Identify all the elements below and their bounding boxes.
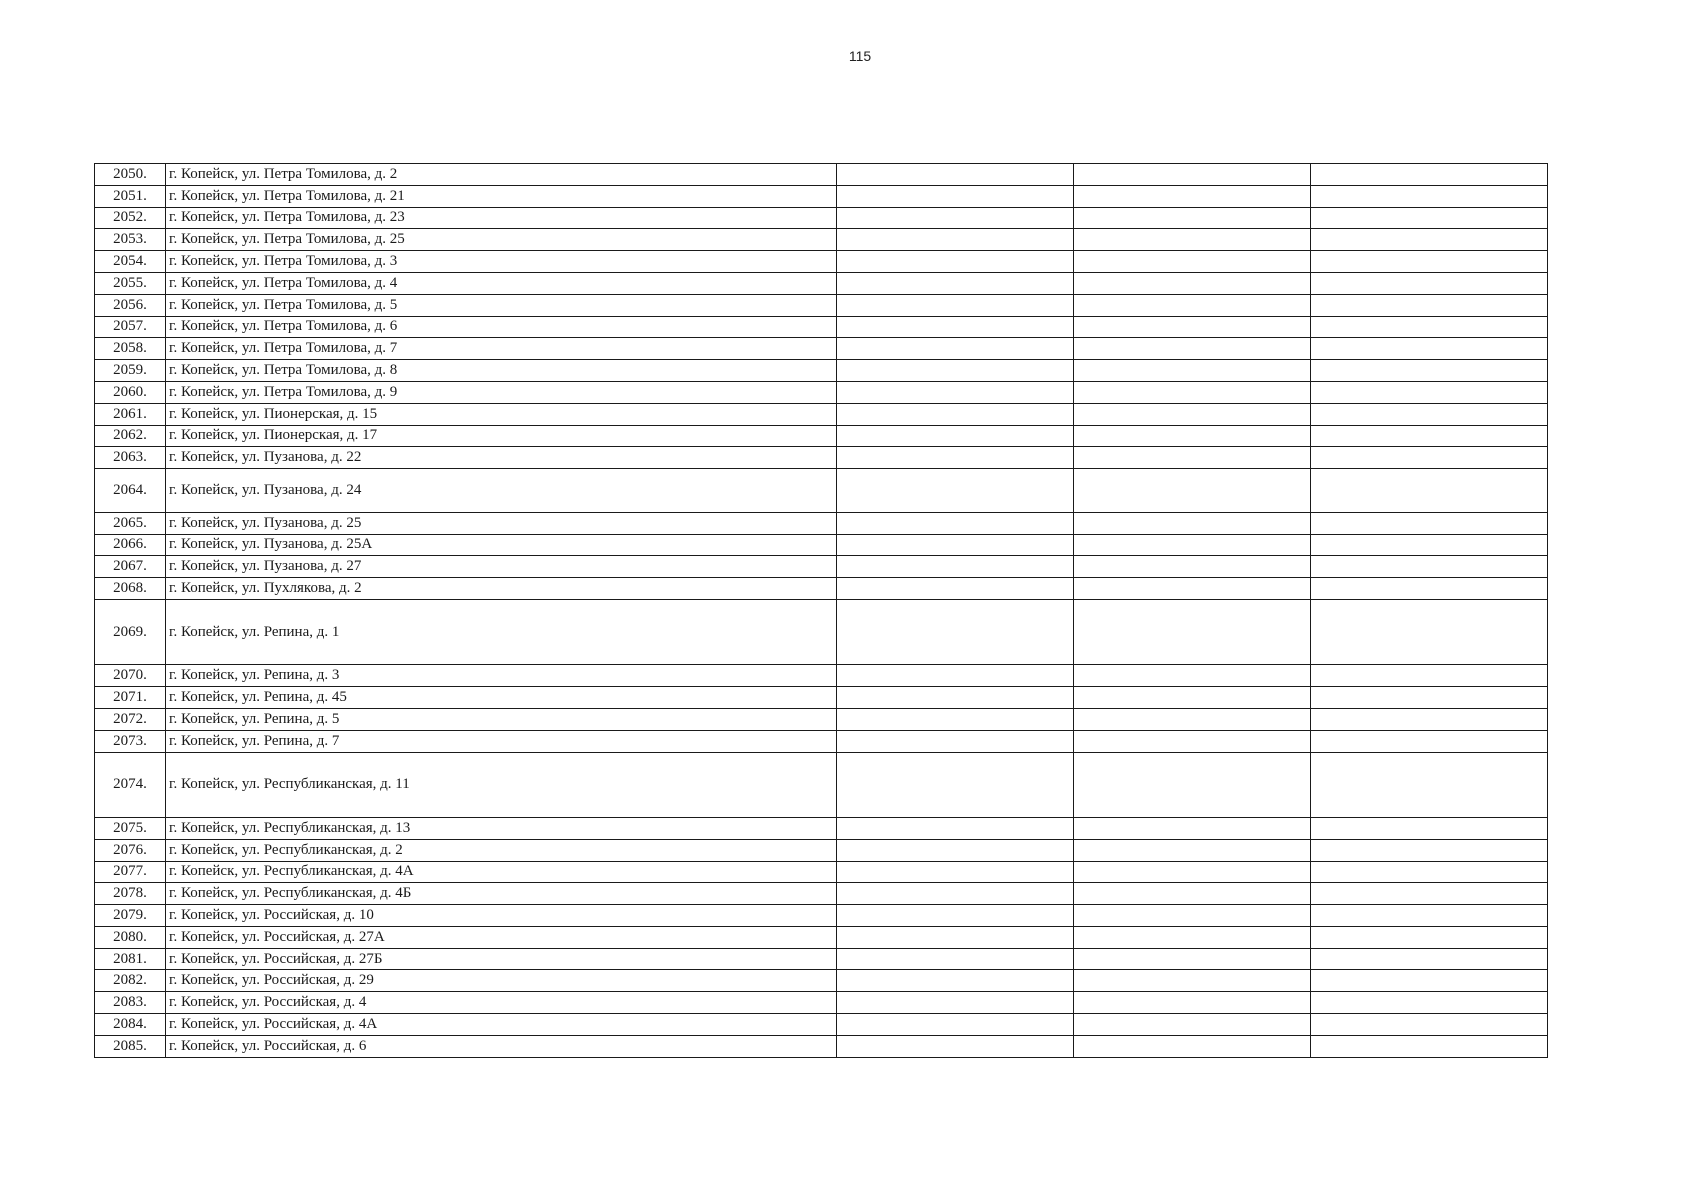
table-row [95,294,1548,316]
table-row [95,251,1548,273]
empty-cell [837,1035,1074,1057]
empty-cell [1074,403,1311,425]
row-number-cell: 2054. [95,251,166,273]
table-row [95,926,1548,948]
empty-cell [1311,272,1548,294]
table-row [95,338,1548,360]
address-cell: г. Копейск, ул. Республиканская, д. 4Б [166,883,837,905]
address-cell: г. Копейск, ул. Пузанова, д. 27 [166,556,837,578]
address-cell: г. Копейск, ул. Пухлякова, д. 2 [166,578,837,600]
empty-cell [1074,861,1311,883]
row-number-cell: 2073. [95,730,166,752]
empty-cell [1311,578,1548,600]
empty-cell [1074,251,1311,273]
empty-cell [837,360,1074,382]
table-row [95,207,1548,229]
empty-cell [1074,425,1311,447]
empty-cell [837,185,1074,207]
empty-cell [1311,164,1548,186]
empty-cell [1311,251,1548,273]
empty-cell [1311,229,1548,251]
page-number: 115 [848,48,872,64]
row-number-cell: 2066. [95,534,166,556]
empty-cell [837,687,1074,709]
empty-cell [1311,817,1548,839]
empty-cell [1074,164,1311,186]
address-cell: г. Копейск, ул. Петра Томилова, д. 25 [166,229,837,251]
empty-cell [1074,207,1311,229]
row-number-cell: 2053. [95,229,166,251]
address-cell: г. Копейск, ул. Пузанова, д. 25А [166,534,837,556]
row-number-cell: 2052. [95,207,166,229]
empty-cell [1074,599,1311,664]
table-row [95,861,1548,883]
empty-cell [1074,316,1311,338]
empty-cell [837,752,1074,817]
empty-cell [1311,447,1548,469]
empty-cell [1311,185,1548,207]
address-cell: г. Копейск, ул. Российская, д. 6 [166,1035,837,1057]
empty-cell [1074,381,1311,403]
empty-cell [837,839,1074,861]
address-cell: г. Копейск, ул. Репина, д. 3 [166,665,837,687]
table-row [95,185,1548,207]
empty-cell [837,861,1074,883]
table-row [95,272,1548,294]
empty-cell [1074,817,1311,839]
empty-cell [1074,512,1311,534]
address-cell: г. Копейск, ул. Российская, д. 29 [166,970,837,992]
address-cell: г. Копейск, ул. Пузанова, д. 24 [166,469,837,513]
table-row [95,316,1548,338]
row-number-cell: 2074. [95,752,166,817]
address-table-body [95,164,1548,1058]
empty-cell [1311,512,1548,534]
row-number-cell: 2057. [95,316,166,338]
table-row [95,469,1548,513]
address-cell: г. Копейск, ул. Российская, д. 27Б [166,948,837,970]
empty-cell [837,272,1074,294]
empty-cell [1074,578,1311,600]
empty-cell [1074,970,1311,992]
empty-cell [1311,687,1548,709]
table-row [95,752,1548,817]
row-number-cell: 2061. [95,403,166,425]
empty-cell [1074,665,1311,687]
empty-cell [837,164,1074,186]
address-cell: г. Копейск, ул. Пузанова, д. 25 [166,512,837,534]
empty-cell [837,294,1074,316]
address-cell: г. Копейск, ул. Петра Томилова, д. 3 [166,251,837,273]
empty-cell [1074,272,1311,294]
empty-cell [837,883,1074,905]
empty-cell [837,817,1074,839]
empty-cell [837,556,1074,578]
table-row [95,992,1548,1014]
empty-cell [1311,1035,1548,1057]
empty-cell [1074,338,1311,360]
empty-cell [837,338,1074,360]
empty-cell [837,1014,1074,1036]
row-number-cell: 2078. [95,883,166,905]
row-number-cell: 2085. [95,1035,166,1057]
row-number-cell: 2058. [95,338,166,360]
address-cell: г. Копейск, ул. Республиканская, д. 13 [166,817,837,839]
empty-cell [1074,294,1311,316]
row-number-cell: 2060. [95,381,166,403]
empty-cell [1311,207,1548,229]
address-cell: г. Копейск, ул. Петра Томилова, д. 7 [166,338,837,360]
empty-cell [837,381,1074,403]
row-number-cell: 2050. [95,164,166,186]
address-cell: г. Копейск, ул. Репина, д. 1 [166,599,837,664]
empty-cell [1311,992,1548,1014]
address-cell: г. Копейск, ул. Репина, д. 45 [166,687,837,709]
table-row [95,665,1548,687]
row-number-cell: 2080. [95,926,166,948]
empty-cell [837,599,1074,664]
address-cell: г. Копейск, ул. Республиканская, д. 2 [166,839,837,861]
address-cell: г. Копейск, ул. Петра Томилова, д. 9 [166,381,837,403]
empty-cell [1074,1014,1311,1036]
table-row [95,512,1548,534]
empty-cell [1311,294,1548,316]
address-cell: г. Копейск, ул. Петра Томилова, д. 2 [166,164,837,186]
empty-cell [1311,599,1548,664]
table-row [95,948,1548,970]
empty-cell [837,316,1074,338]
empty-cell [1074,948,1311,970]
empty-cell [1311,1014,1548,1036]
empty-cell [1311,883,1548,905]
empty-cell [837,207,1074,229]
empty-cell [837,578,1074,600]
row-number-cell: 2055. [95,272,166,294]
empty-cell [1311,534,1548,556]
table-row [95,403,1548,425]
table-row [95,360,1548,382]
empty-cell [1074,752,1311,817]
table-row [95,164,1548,186]
address-cell: г. Копейск, ул. Республиканская, д. 4А [166,861,837,883]
row-number-cell: 2072. [95,708,166,730]
empty-cell [837,926,1074,948]
empty-cell [1074,905,1311,927]
empty-cell [1311,861,1548,883]
empty-cell [1074,708,1311,730]
table-row [95,447,1548,469]
empty-cell [837,534,1074,556]
address-cell: г. Копейск, ул. Пионерская, д. 17 [166,425,837,447]
empty-cell [837,425,1074,447]
table-row [95,708,1548,730]
address-cell: г. Копейск, ул. Петра Томилова, д. 21 [166,185,837,207]
empty-cell [837,992,1074,1014]
row-number-cell: 2069. [95,599,166,664]
empty-cell [1074,447,1311,469]
address-cell: г. Копейск, ул. Петра Томилова, д. 8 [166,360,837,382]
table-row [95,883,1548,905]
table-row [95,229,1548,251]
row-number-cell: 2082. [95,970,166,992]
empty-cell [837,905,1074,927]
address-cell: г. Копейск, ул. Репина, д. 7 [166,730,837,752]
empty-cell [1311,730,1548,752]
table-row [95,1035,1548,1057]
table-row [95,687,1548,709]
table-row [95,534,1548,556]
row-number-cell: 2056. [95,294,166,316]
empty-cell [1311,948,1548,970]
empty-cell [1311,556,1548,578]
table-row [95,599,1548,664]
row-number-cell: 2062. [95,425,166,447]
table-row [95,556,1548,578]
empty-cell [1311,665,1548,687]
table-row [95,1014,1548,1036]
empty-cell [1311,926,1548,948]
empty-cell [1311,338,1548,360]
empty-cell [1074,992,1311,1014]
empty-cell [1074,839,1311,861]
row-number-cell: 2079. [95,905,166,927]
address-cell: г. Копейск, ул. Петра Томилова, д. 4 [166,272,837,294]
row-number-cell: 2059. [95,360,166,382]
empty-cell [1311,905,1548,927]
empty-cell [1074,185,1311,207]
row-number-cell: 2084. [95,1014,166,1036]
row-number-cell: 2067. [95,556,166,578]
address-cell: г. Копейск, ул. Российская, д. 4 [166,992,837,1014]
empty-cell [837,512,1074,534]
table-row [95,381,1548,403]
empty-cell [1074,883,1311,905]
row-number-cell: 2070. [95,665,166,687]
address-cell: г. Копейск, ул. Пузанова, д. 22 [166,447,837,469]
empty-cell [1311,403,1548,425]
empty-cell [1074,556,1311,578]
row-number-cell: 2083. [95,992,166,1014]
empty-cell [837,403,1074,425]
empty-cell [1311,381,1548,403]
row-number-cell: 2076. [95,839,166,861]
empty-cell [1311,316,1548,338]
empty-cell [1074,229,1311,251]
row-number-cell: 2068. [95,578,166,600]
empty-cell [1074,1035,1311,1057]
address-cell: г. Копейск, ул. Пионерская, д. 15 [166,403,837,425]
empty-cell [1311,425,1548,447]
address-cell: г. Копейск, ул. Петра Томилова, д. 23 [166,207,837,229]
row-number-cell: 2051. [95,185,166,207]
empty-cell [1311,708,1548,730]
address-cell: г. Копейск, ул. Российская, д. 27А [166,926,837,948]
row-number-cell: 2081. [95,948,166,970]
empty-cell [1074,469,1311,513]
address-cell: г. Копейск, ул. Республиканская, д. 11 [166,752,837,817]
empty-cell [1074,687,1311,709]
table-row [95,578,1548,600]
address-table [94,163,1548,1058]
empty-cell [837,970,1074,992]
row-number-cell: 2071. [95,687,166,709]
empty-cell [837,229,1074,251]
empty-cell [1074,730,1311,752]
empty-cell [837,251,1074,273]
empty-cell [1311,360,1548,382]
address-cell: г. Копейск, ул. Петра Томилова, д. 6 [166,316,837,338]
row-number-cell: 2063. [95,447,166,469]
empty-cell [1311,752,1548,817]
empty-cell [1074,360,1311,382]
empty-cell [837,469,1074,513]
address-cell: г. Копейск, ул. Российская, д. 10 [166,905,837,927]
address-cell: г. Копейск, ул. Петра Томилова, д. 5 [166,294,837,316]
table-row [95,839,1548,861]
row-number-cell: 2077. [95,861,166,883]
table-row [95,425,1548,447]
table-row [95,730,1548,752]
row-number-cell: 2064. [95,469,166,513]
empty-cell [837,665,1074,687]
table-row [95,817,1548,839]
empty-cell [1074,534,1311,556]
table-row [95,970,1548,992]
empty-cell [837,730,1074,752]
empty-cell [837,447,1074,469]
row-number-cell: 2075. [95,817,166,839]
empty-cell [1311,970,1548,992]
address-cell: г. Копейск, ул. Репина, д. 5 [166,708,837,730]
empty-cell [1311,839,1548,861]
empty-cell [837,708,1074,730]
empty-cell [837,948,1074,970]
table-row [95,905,1548,927]
address-cell: г. Копейск, ул. Российская, д. 4А [166,1014,837,1036]
row-number-cell: 2065. [95,512,166,534]
empty-cell [1311,469,1548,513]
empty-cell [1074,926,1311,948]
